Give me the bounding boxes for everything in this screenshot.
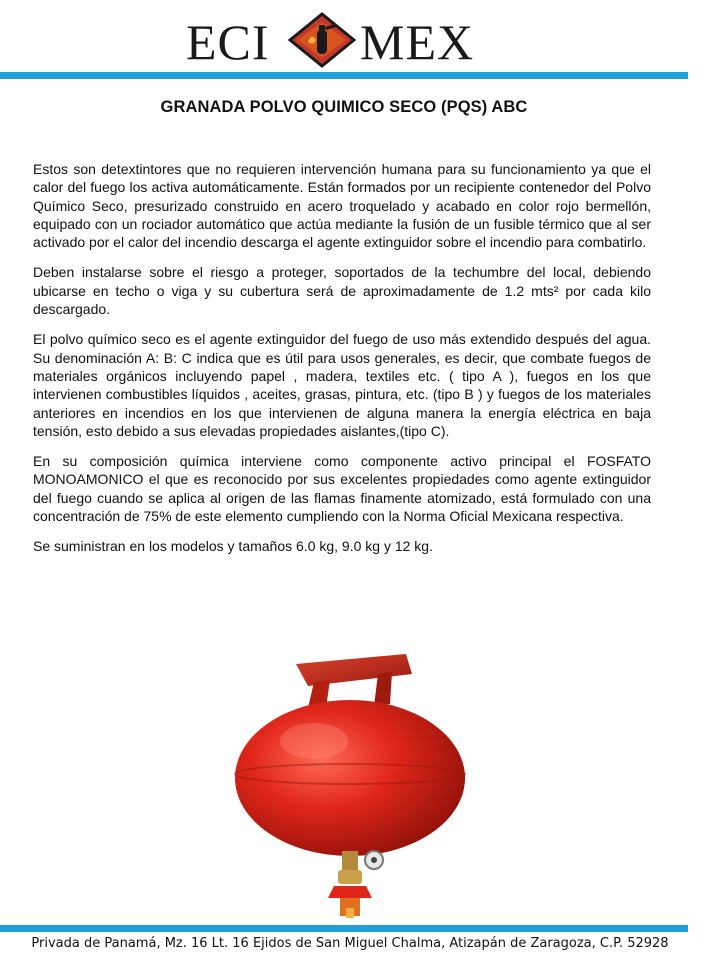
paragraph-composition: En su composición química interviene como componente activo principal el FOSFATO MONOAMONICO el que es reconocido por sus excelentes propiedades como agente extinguidor del fuego cuando se aplica al origen de las flamas finamente atomizado, está formulado con una concentración de 75% de este elemento cumpliendo con la Norma Oficial Mexicana respectiva. [33,453,651,525]
paragraph-models: Se suministran en los modelos y tamaños 6.0 kg, 9.0 kg y 12 kg. [33,538,433,555]
fire-extinguisher-diamond-icon [288,12,356,68]
fire-grenade-extinguisher-icon [222,646,472,921]
footer-address: Privada de Panamá, Mz. 16 Lt. 16 Ejidos de San Miguel Chalma, Atizapán de Zaragoza, C.P. 52928 [31,936,669,951]
footer-divider [0,925,688,932]
document-body [33,160,651,568]
company-logo [0,8,709,68]
paragraph-agent: El polvo químico seco es el agente extinguidor del fuego de uso más extendido después del agua. Su denominación A: B: C indica que es útil para usos generales, es decir, que combate fuegos de materiales orgánicos incluyendo papel , madera, textiles etc. ( tipo A ), fuegos en los que intervienen combustibles líquidos , aceites, grasas, pintura, etc. (tipo B ) y fuegos de los materiales anteriores en incendios en los que intervienen de alguna manera la energía eléctrica en baja tensión, esto debido a sus elevadas propiedades aislantes,(tipo C). [33,331,651,439]
logo-text-left: ECI [186,14,270,70]
header-divider [0,72,688,79]
paragraph-installation: Deben instalarse sobre el riesgo a proteger, soportados de la techumbre del local, debiendo ubicarse en techo o viga y su cubertura será de aproximadamente de 1.2 mts² por cada kilo descargado. [33,264,651,318]
logo-text-right: MEX [360,14,475,70]
page-title: GRANADA POLVO QUIMICO SECO (PQS) ABC [160,98,528,116]
paragraph-description: Estos son detextintores que no requieren intervención humana para su funcionamiento ya que el calor del fuego los activa automáticamente. Están formados por un recipiente contenedor del Polvo Químico Seco, presurizado construido en acero troquelado y acabado en color rojo bermellón, equipado con un rociador automático que actúa mediante la fusión de un fusible térmico que al ser activado por el calor del incendio descarga el agente extinguidor sobre el incendio para combatirlo. [33,161,651,251]
